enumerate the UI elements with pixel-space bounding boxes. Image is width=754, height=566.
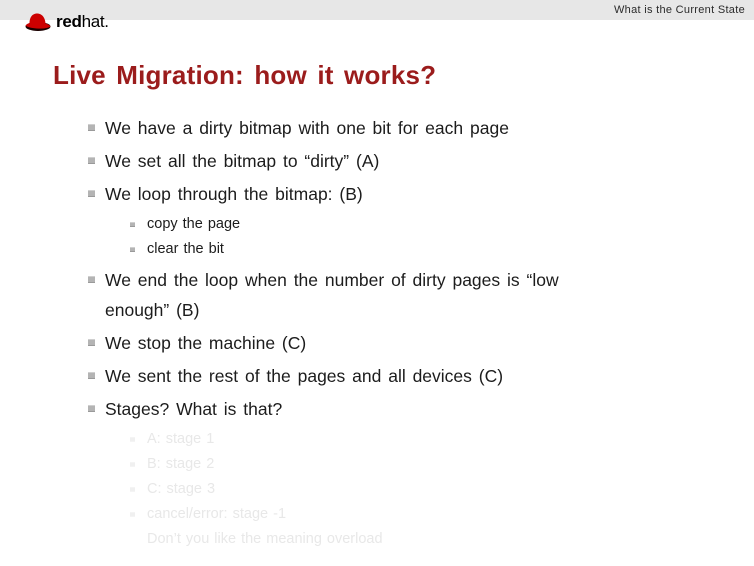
bullet-square-icon [88, 190, 95, 197]
bullet-item [88, 179, 708, 209]
bullet-text: We end the loop when the number of dirty pages is “low enough” (B) [105, 270, 559, 320]
bullet-text: A: stage 1 [147, 431, 215, 447]
bullet-square-icon [130, 247, 135, 252]
redhat-logo-text [56, 12, 109, 32]
bullet-item [147, 527, 708, 552]
redhat-fedora-icon [24, 11, 52, 33]
bullet-item [88, 328, 708, 358]
bullet-item [130, 502, 708, 527]
bullet-text: copy the page [147, 216, 241, 232]
bullet-text: We have a dirty bitmap with one bit for each page [105, 118, 509, 138]
bullet-item [130, 212, 708, 237]
bullet-square-icon [130, 512, 135, 517]
bullet-square-icon [88, 339, 95, 346]
bullet-text: clear the bit [147, 241, 224, 257]
bullet-square-icon [130, 487, 135, 492]
bullet-item [130, 452, 708, 477]
bullet-text: We set all the bitmap to “dirty” (A) [105, 151, 380, 171]
bullet-square-icon [88, 405, 95, 412]
bullet-text: B: stage 2 [147, 456, 215, 472]
bullet-item [88, 265, 708, 325]
bullet-square-icon [130, 462, 135, 467]
bullet-text: cancel/error: stage -1 [147, 506, 287, 522]
bullet-square-icon [88, 372, 95, 379]
bullet-text: We stop the machine (C) [105, 333, 307, 353]
bullet-text: Stages? What is that? [105, 399, 283, 419]
bullet-text: Don’t you like the meaning overload [147, 531, 383, 547]
header-breadcrumb: What is the Current State [614, 4, 745, 16]
bullet-text: C: stage 3 [147, 481, 216, 497]
bullet-item [88, 113, 708, 143]
redhat-logo [24, 11, 109, 33]
bullet-item [130, 237, 708, 262]
bullet-item [88, 146, 708, 176]
logo-word-hat: hat. [81, 12, 109, 31]
bullet-text: We sent the rest of the pages and all devices (C) [105, 366, 504, 386]
bullet-text: We loop through the bitmap: (B) [105, 184, 363, 204]
bullet-square-icon [130, 222, 135, 227]
bullet-item [130, 477, 708, 502]
bullet-item [130, 427, 708, 452]
header-bar [0, 0, 754, 20]
bullet-list [88, 113, 708, 552]
bullet-square-icon [130, 437, 135, 442]
bullet-square-icon [88, 124, 95, 131]
bullet-item [88, 394, 708, 424]
logo-word-red: red [56, 12, 82, 31]
bullet-square-icon [88, 157, 95, 164]
bullet-square-icon [88, 276, 95, 283]
bullet-item [88, 361, 708, 391]
slide-title: Live Migration: how it works? [53, 60, 437, 90]
